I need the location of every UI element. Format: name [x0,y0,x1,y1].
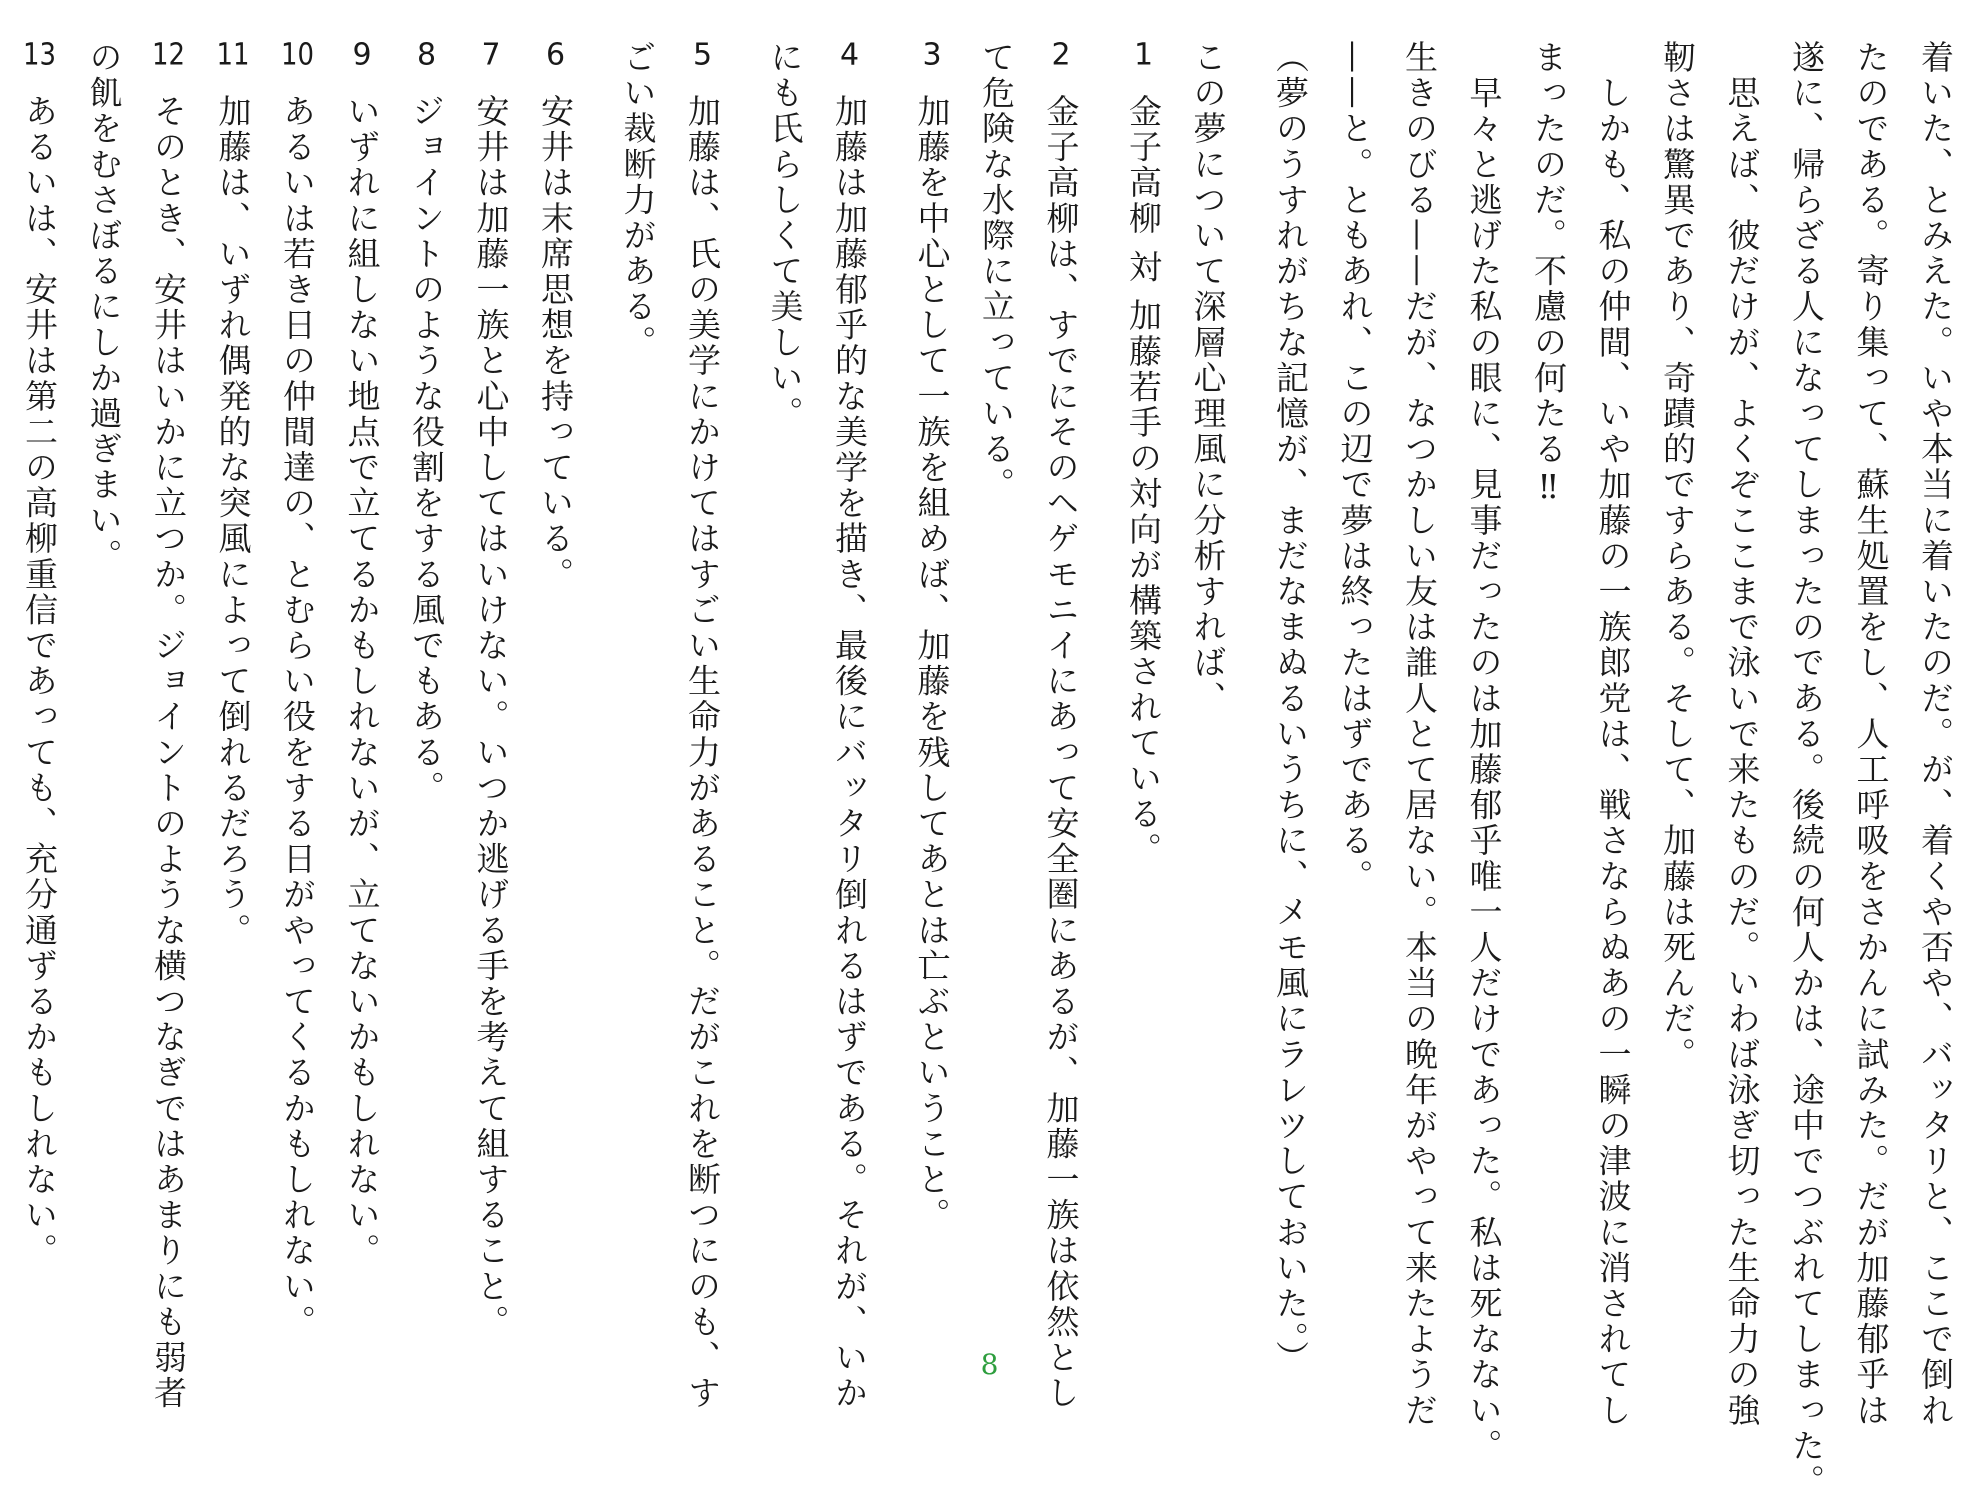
item-number: 10 [281,40,314,70]
item-number: 8 [416,40,437,70]
list-item-7 [458,40,523,1340]
text-line: 思えば、彼だけが、よくぞここまで泳いで来たものだ。いわば泳ぎ切った生命力の強 [1722,40,1762,1429]
text-line: しかも、私の仲間、いや加藤の一族郎党は、戦さならぬあの一瞬の津波に消されてし [1593,40,1633,1429]
list-item-3 [899,40,964,1340]
text-line: 遂に、帰らざる人になってしまったのである。後続の何人かは、途中でつぶれてしまった。 [1787,40,1826,1500]
item-number: 11 [216,40,250,70]
text-line: たのである。寄り集って、蘇生処置をし、人工呼吸をさかんに試みた。だが加藤郁乎は [1851,40,1891,1429]
item-text: ジョイントのような役割をする風でもある。 [407,94,446,806]
item-text: 加藤は、いずれ偶発的な突風によって倒れるだろう。 [213,94,253,949]
list-item-13 [7,40,72,1340]
item-number: 1 [1133,40,1154,70]
item-continuation: て危険な水際に立っている。 [977,40,1016,503]
item-text: 安井は末席思想を持っている。 [536,94,575,593]
list-item-12 [136,40,201,1412]
item-text: 安井は加藤一族と心中してはいけない。いつか逃げる手を考えて組すること。 [471,94,511,1340]
item-text: いずれに組しない地点で立てるかもしれないが、立てないかもしれない。 [342,94,382,1269]
item-number: 12 [152,40,185,70]
item-number: 3 [922,40,942,70]
item-number: 5 [692,40,713,70]
intro-line: この夢について深層心理風に分析すれば、 [1188,40,1228,717]
item-number: 7 [481,40,501,70]
text-line: 着いた、とみえた。いや本当に着いたのだ。が、着くや否や、バッタリと、ここで倒れ [1916,40,1955,1429]
item-number: 13 [23,40,56,70]
list-item-9 [329,40,394,1340]
page-number: 8 [980,1348,999,1381]
text-line: 生きのびる——だが、なつかしい友は誰人とて居ない。本当の晩年がやって来たようだ [1400,40,1439,1429]
item-number: 4 [839,40,860,70]
item-gap [734,40,752,1340]
list-item-5 [670,40,735,1412]
paragraph-gap [1240,40,1258,1340]
item-continuation: にも氏らしくて美しい。 [765,40,805,432]
text-line: 靭さは驚異であり、奇蹟的ですらある。そして、加藤は死んだ。 [1658,40,1697,1073]
text-line: 早々と逃げた私の眼に、見事だったのは加藤郁乎唯一人だけであった。私は死なない。 [1464,40,1504,1464]
item-text: 金子高柳は、すでにそのヘゲモニイにあって安全圏にあるが、加藤一族は依然とし [1041,94,1081,1412]
item-text: あるいは、安井は第二の高柳重信であっても、充分通ずるかもしれない。 [20,94,59,1269]
list-item-10 [265,40,330,1340]
item-text: 加藤は、氏の美学にかけてはすごい生命力があること。だがこれを断つにのも、す [683,94,722,1412]
list-item-2 [1028,40,1093,1412]
item-number: 9 [352,40,372,70]
item-text: 加藤は加藤郁乎的な美学を描き、最後にバッタリ倒れるはずである。それが、いか [830,94,869,1412]
list-item-1 [1111,40,1176,1340]
item-text: 加藤を中心として一族を組めば、加藤を残してあとは亡ぶということ。 [912,94,952,1234]
list-item-6 [523,40,588,1340]
item-text: 金子高柳 対 加藤若手の対向が構築されている。 [1124,94,1163,868]
list-item-11 [200,40,265,1340]
item-continuation: ごい裁断力がある。 [618,40,658,361]
vertical-text-body [20,40,1967,1500]
note-line: （夢のうすれがちな記憶が、まだなまぬるいうちに、メモ風にラレツしておいた。） [1271,40,1310,1377]
item-number: 6 [545,40,566,70]
item-gap [1093,40,1111,1340]
item-text: そのとき、安井はいかに立つか。ジョイントのような横つなぎではあまりにも弱者 [149,94,188,1412]
item-number: 2 [1051,40,1071,70]
item-gap [587,40,605,1340]
item-text: あるいは若き日の仲間達の、とむらい役をする日がやってくるかもしれない。 [278,94,317,1340]
item-continuation: の飢をむさぼるにしか過ぎまい。 [84,40,124,574]
list-item-8 [394,40,459,1340]
text-line: まったのだ。不慮の何たる‼ [1529,40,1568,509]
text-line: ——と。ともあれ、この辺で夢は終ったはずである。 [1335,40,1375,895]
list-item-4 [817,40,882,1412]
item-gap [881,40,899,1340]
